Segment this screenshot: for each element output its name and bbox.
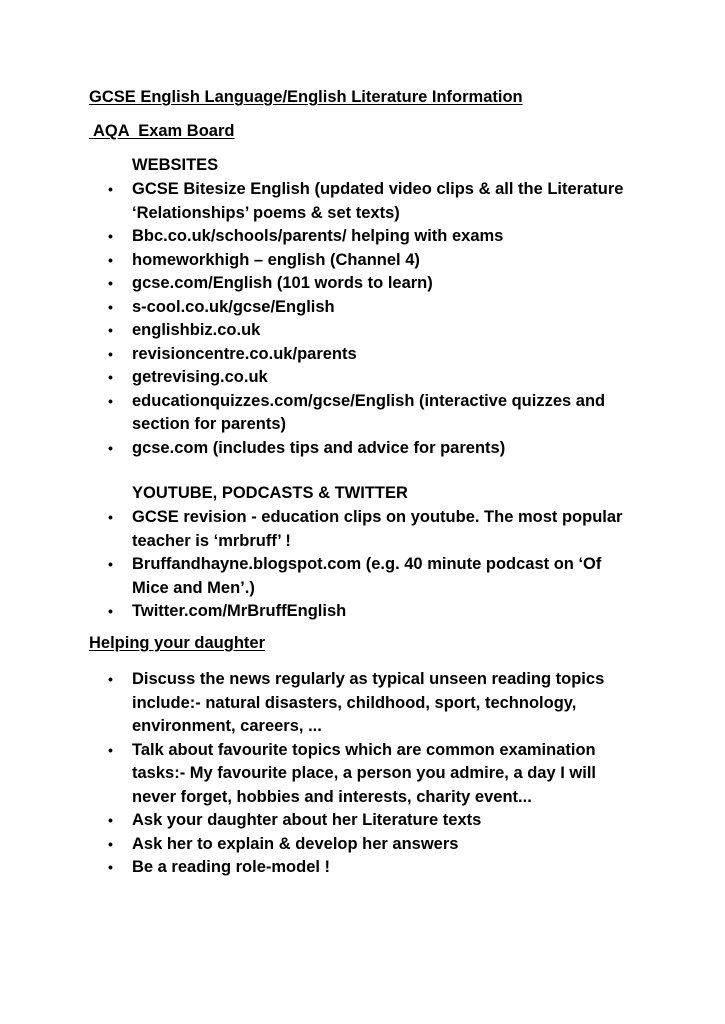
- bullet-icon: •: [108, 835, 113, 852]
- website-item-text: educationquizzes.com/gcse/English (interactive quizzes and section for parents): [132, 391, 606, 433]
- list-item: [108, 739, 628, 810]
- exam-board-heading: AQA Exam Board: [89, 122, 235, 140]
- bullet-icon: •: [108, 812, 113, 828]
- bullet-icon: •: [108, 671, 113, 687]
- bullet-icon: •: [108, 439, 113, 456]
- list-item: [108, 668, 628, 739]
- list-item: [108, 225, 628, 249]
- websites-list: [108, 178, 628, 460]
- bullet-icon: •: [108, 322, 113, 338]
- list-item: [108, 249, 628, 273]
- helping-heading: Helping your daughter: [89, 634, 266, 652]
- helping-item-text: Be a reading role-model !: [132, 858, 331, 876]
- website-item-text: homeworkhigh – english (Channel 4): [132, 250, 420, 269]
- media-heading: YOUTUBE, PODCASTS & TWITTER: [132, 484, 408, 502]
- list-item: [108, 809, 628, 833]
- helping-list: [108, 668, 628, 880]
- website-item-text: GCSE Bitesize English (updated video clips & all the Literature ‘Relationships’ poems & set texts): [132, 180, 624, 222]
- bullet-icon: •: [108, 181, 113, 197]
- list-item: [108, 272, 628, 296]
- list-item: [108, 553, 628, 600]
- bullet-icon: •: [108, 275, 113, 291]
- media-item-text: GCSE revision - education clips on youtube. The most popular teacher is ‘mrbruff’ !: [132, 508, 623, 550]
- bullet-icon: •: [108, 603, 113, 619]
- bullet-icon: •: [108, 228, 113, 244]
- website-item-text: gcse.com/English (101 words to learn): [132, 274, 433, 292]
- bullet-icon: •: [108, 556, 113, 572]
- helping-item-text: Discuss the news regularly as typical unseen reading topics include:- natural disasters, childhood, sport, technology, environment, careers, ...: [132, 670, 605, 735]
- helping-item-text: Talk about favourite topics which are common examination tasks:- My favourite place, a person you admire, a day I will never forget, hobbies and interests, charity event...: [132, 740, 596, 806]
- bullet-icon: •: [108, 392, 113, 409]
- list-item: [108, 600, 628, 624]
- website-item-text: revisioncentre.co.uk/parents: [132, 344, 357, 363]
- list-item: [108, 437, 628, 461]
- list-item: [108, 506, 628, 553]
- bullet-icon: •: [108, 509, 113, 525]
- list-item: [108, 390, 628, 437]
- website-item-text: getrevising.co.uk: [132, 368, 268, 386]
- bullet-icon: •: [108, 859, 113, 875]
- website-item-text: Bbc.co.uk/schools/parents/ helping with exams: [132, 227, 504, 245]
- media-item-text: Twitter.com/MrBruffEnglish: [132, 602, 347, 620]
- bullet-icon: •: [108, 345, 113, 362]
- bullet-icon: •: [108, 298, 113, 315]
- website-item-text: englishbiz.co.uk: [132, 321, 261, 339]
- list-item: [108, 178, 628, 225]
- list-item: [108, 856, 628, 880]
- media-list: [108, 506, 628, 624]
- helping-item-text: Ask your daughter about her Literature texts: [132, 811, 482, 829]
- helping-item-text: Ask her to explain & develop her answers: [132, 834, 459, 853]
- bullet-icon: •: [108, 369, 113, 385]
- website-item-text: gcse.com (includes tips and advice for parents): [132, 438, 506, 457]
- list-item: [108, 343, 628, 367]
- document-title: GCSE English Language/English Literature Information: [89, 88, 523, 106]
- list-item: [108, 833, 628, 857]
- websites-heading: WEBSITES: [132, 156, 219, 174]
- media-item-text: Bruffandhayne.blogspot.com (e.g. 40 minute podcast on ‘Of Mice and Men’.): [132, 555, 602, 597]
- list-item: [108, 319, 628, 343]
- list-item: [108, 366, 628, 390]
- website-item-text: s-cool.co.uk/gcse/English: [132, 297, 335, 316]
- list-item: [108, 296, 628, 320]
- bullet-icon: •: [108, 251, 113, 268]
- bullet-icon: •: [108, 741, 113, 758]
